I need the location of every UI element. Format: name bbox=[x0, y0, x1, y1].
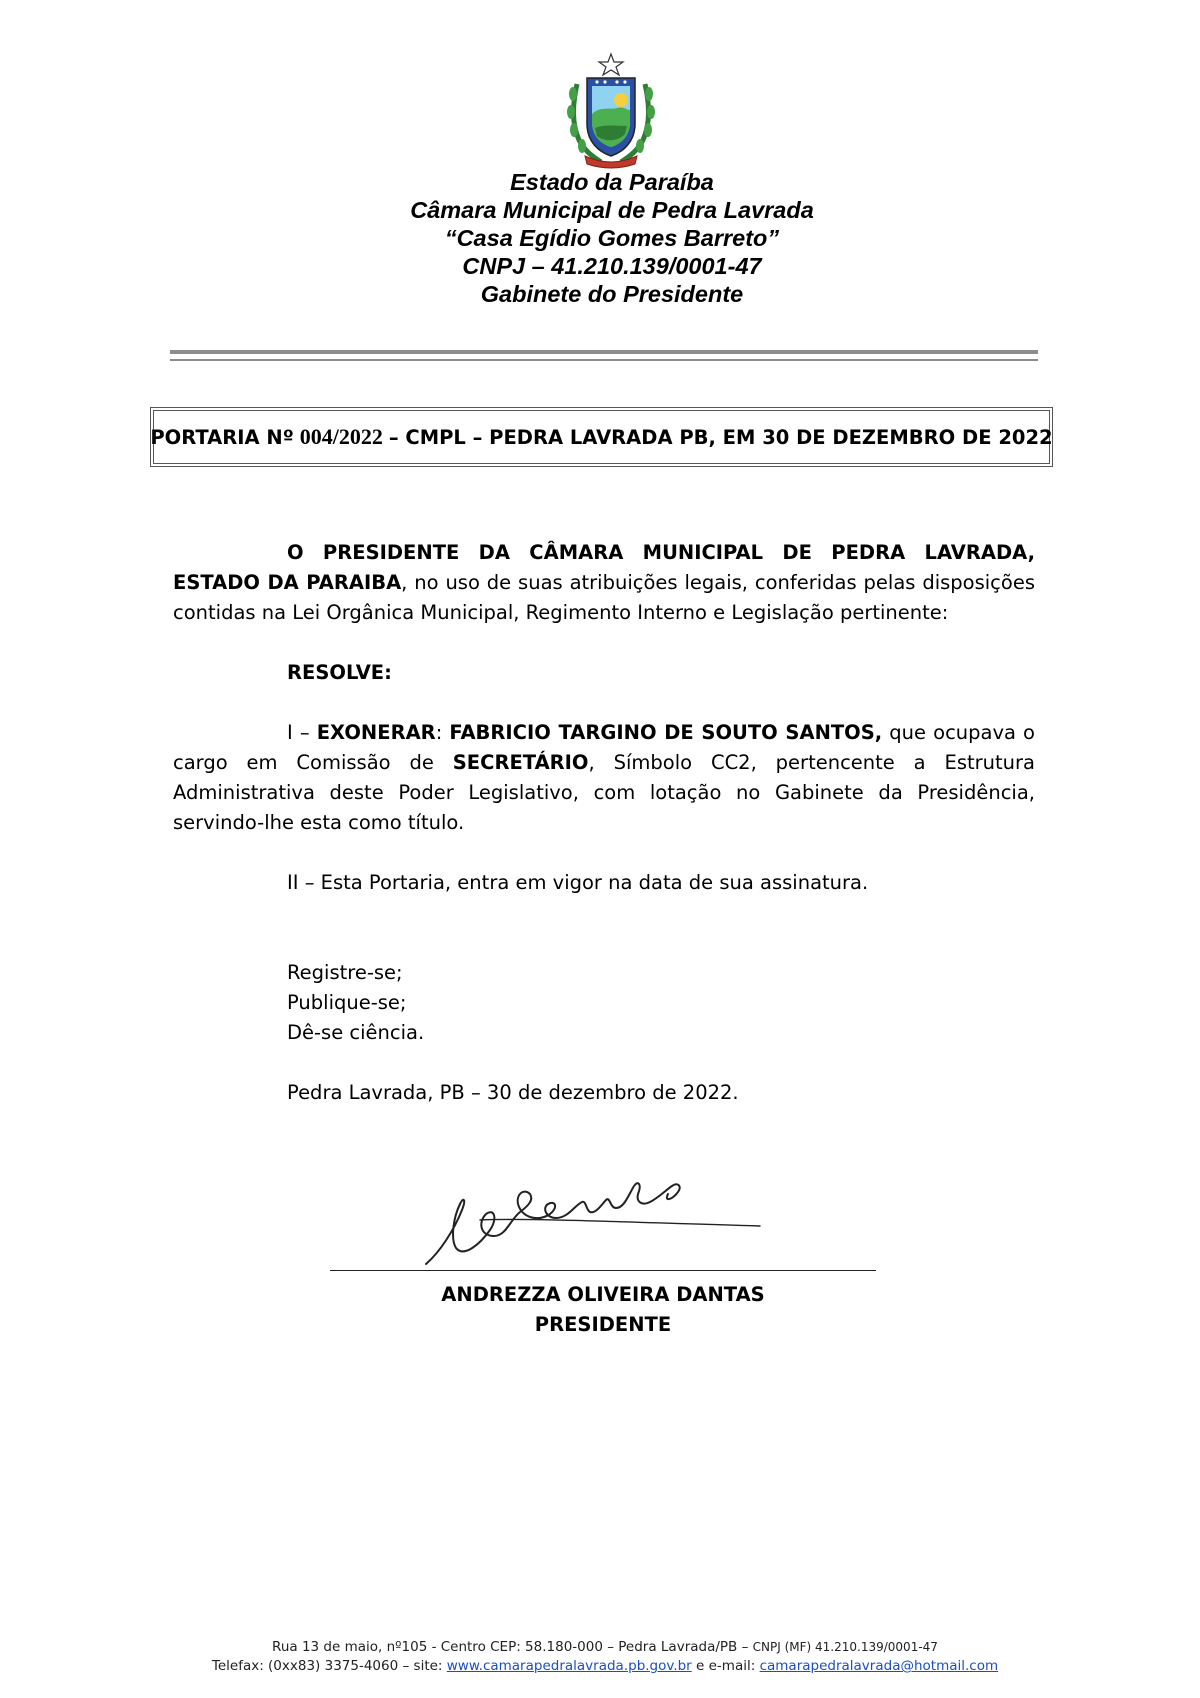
article-two: II – Esta Portaria, entra em vigor na data de sua assinatura. bbox=[287, 871, 869, 894]
footer-email-link[interactable]: camarapedralavrada@hotmail.com bbox=[759, 1658, 999, 1674]
header-house-name: “Casa Egídio Gomes Barreto” bbox=[444, 225, 780, 251]
intro-authority: O PRESIDENTE DA CÂMARA MUNICIPAL DE PEDRA LAVRADA, ESTADO DA PARAIBA bbox=[173, 541, 1035, 594]
footer-contact-line bbox=[0, 1657, 1200, 1676]
header-office: Gabinete do Presidente bbox=[480, 281, 744, 307]
position-title: SECRETÁRIO bbox=[452, 751, 589, 774]
ordinance-title-box bbox=[150, 410, 1053, 464]
signatory-name: ANDREZZA OLIVEIRA DANTAS bbox=[441, 1283, 765, 1306]
footer-address-line bbox=[0, 1638, 1200, 1657]
closing-formulas bbox=[173, 958, 1035, 1048]
footer-email-label: e e-mail: bbox=[691, 1658, 760, 1674]
footer-address: Rua 13 de maio, nº105 - Centro CEP: 58.180-000 – Pedra Lavrada/PB – bbox=[272, 1639, 753, 1655]
signature-line bbox=[330, 1270, 876, 1271]
article-one-text-b: , Símbolo CC2, pertencente a Estrutura Administrativa deste Poder Legislativo, com lotação no Gabinete da Presidência, servindo-lhe esta como título. bbox=[173, 751, 1035, 834]
intro-text: , no uso de suas atribuições legais, conferidas pelas disposições contidas na Lei Orgânica Municipal, Regimento Interno e Legislação pertinente: bbox=[173, 571, 1035, 624]
resolve-label: RESOLVE: bbox=[287, 661, 392, 684]
ordinance-title-suffix: – CMPL – PEDRA LAVRADA PB, EM 30 DE DEZEMBRO DE 2022 bbox=[388, 425, 1053, 449]
handwritten-signature bbox=[420, 1160, 790, 1270]
article-one bbox=[173, 718, 1035, 838]
dismissed-person-name: FABRICIO TARGINO DE SOUTO SANTOS, bbox=[449, 721, 883, 744]
closing-notify: Dê-se ciência. bbox=[287, 1021, 425, 1044]
article-one-colon: : bbox=[435, 721, 450, 744]
header-state: Estado da Paraíba bbox=[510, 169, 714, 195]
footer-phone: Telefax: (0xx83) 3375-4060 – site: bbox=[211, 1658, 447, 1674]
coat-of-arms-emblem bbox=[555, 52, 667, 170]
header-divider-thick bbox=[170, 350, 1038, 354]
signatory-role: PRESIDENTE bbox=[534, 1313, 672, 1336]
place-and-date: Pedra Lavrada, PB – 30 de dezembro de 2022. bbox=[287, 1081, 739, 1104]
letterhead bbox=[0, 168, 1200, 308]
header-divider-thin bbox=[170, 359, 1038, 361]
page-footer bbox=[0, 1638, 1200, 1676]
resolve-heading bbox=[173, 658, 1035, 688]
footer-cnpj: CNPJ (MF) 41.210.139/0001-47 bbox=[752, 1640, 938, 1654]
footer-site-link[interactable]: www.camarapedralavrada.pb.gov.br bbox=[446, 1658, 692, 1674]
closing-register: Registre-se; bbox=[287, 961, 403, 984]
ordinance-title-prefix: PORTARIA Nº bbox=[150, 425, 294, 449]
article-one-text-a: que ocupava o cargo em Comissão de bbox=[173, 721, 1035, 774]
signatory bbox=[330, 1280, 876, 1340]
header-chamber: Câmara Municipal de Pedra Lavrada bbox=[410, 197, 814, 223]
article-one-number: I – bbox=[287, 721, 317, 744]
header-cnpj: CNPJ – 41.210.139/0001-47 bbox=[462, 253, 762, 279]
intro-paragraph bbox=[173, 538, 1035, 628]
closing-publish: Publique-se; bbox=[287, 991, 407, 1014]
document-body bbox=[173, 538, 1035, 1108]
article-one-action: EXONERAR bbox=[316, 721, 436, 744]
ordinance-number: 004/2022 bbox=[299, 424, 383, 449]
